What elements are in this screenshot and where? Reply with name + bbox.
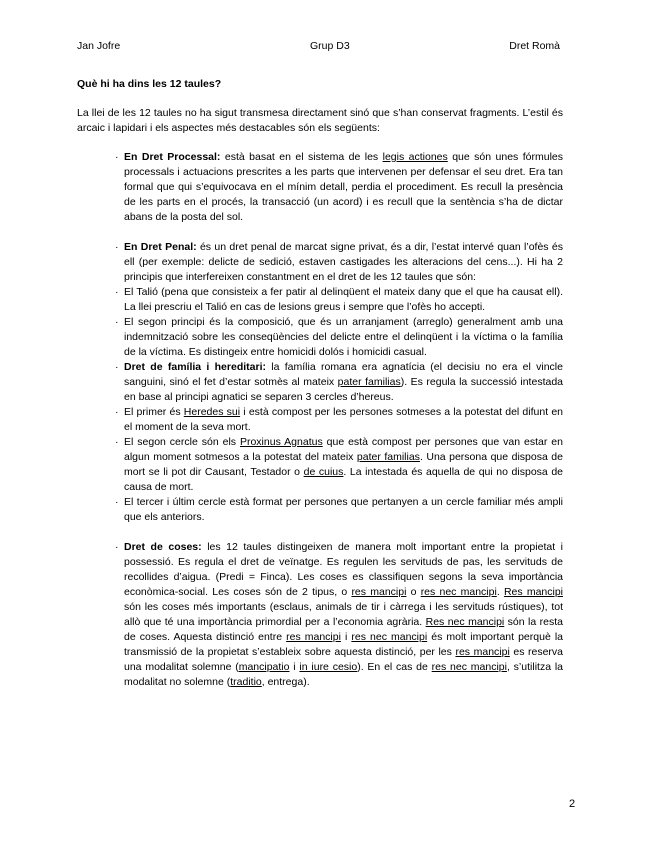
heading-dret-processal: En Dret Processal: [124, 151, 221, 163]
text-span: . [496, 586, 504, 598]
header-group: Grup D3 [310, 40, 350, 52]
text-span: són la resta de coses. Aquesta distinció entre [124, 616, 563, 643]
term-traditio: traditio [230, 676, 262, 688]
text-span: és molt important perquè la transmissió de la propietat s’estableix sobre aquesta distinció, per les [124, 631, 564, 658]
text-span: o [406, 586, 421, 598]
text-span: que està compost per persones que van estar en algun moment sotmesos a la potestat del mateix [124, 436, 563, 463]
text-span: les 12 taules distingeixen de manera molt important entre la propietat i possessió. Es regula el dret de veïnatge. Es regulen les servituds de pas, les servituds de recollides d’aigua. (Predi = Finca). Les coses es classifiquen segons la seva importància econòmica-social. Les coses són de 2 tipus, o [124, 541, 563, 598]
term-pater-familias: pater familias [337, 376, 401, 388]
text-span: la família romana era agnatícia (el decisiu no era el vincle sanguini, sinó el fet d’estar sotmès al mateix [124, 361, 563, 388]
term-pater-familias: pater familias [356, 451, 420, 463]
list-item-composicio: · El segon principi és la composició, que és un arranjament (arreglo) generalment amb una indemnització sobre les conseqüències del delicte entre el delinqüent i la víctima o la família de la víctima. Es distingeix entre homicidi dolós i homicidi casual. [115, 315, 563, 360]
page-header [77, 40, 560, 54]
header-author: Jan Jofre [77, 40, 121, 52]
term-mancipatio: mancipatio [238, 661, 290, 673]
list-item-dret-coses [115, 540, 563, 690]
text-span: ). Es regula la successió intestada en base al principi agnatici se separen 3 cercles d’hereus. [124, 376, 564, 403]
section-title: Què hi ha dins les 12 taules? [77, 78, 222, 90]
term-legis-actiones: legis actiones [382, 151, 448, 163]
term-res-mancipi: res mancipi [351, 586, 407, 598]
text-span: ). En el cas de [357, 661, 432, 673]
text-span: és un dret penal de marcat signe privat, és a dir, l’estat intervé quan l’ofès és ell (per exemple: delicte de sedició, estaven castigades les alteracions del cens...). Hi ha 2 principis que interfereixen constantment en el dret de les 12 taules que són: [124, 241, 563, 283]
list-item-segon-cercle [115, 435, 563, 495]
list-item-dret-familia [115, 360, 563, 405]
text-span: són les coses més importants (esclaus, animals de tir i càrrega i les servituds rústiques), tot allò que té una importància primordial per a l’economia agrària. [124, 601, 563, 628]
text-span: . Una persona que disposa de mort se li pot dir Causant, Testador o [124, 451, 563, 478]
term-heredes-sui: Heredes sui [183, 406, 241, 418]
list-item-dret-penal [115, 240, 563, 285]
term-res-nec-mancipi: res nec mancipi [351, 631, 428, 643]
term-res-nec-mancipi: res nec mancipi [420, 586, 497, 598]
topics-list [115, 150, 563, 690]
text-span: El segon cercle són els [124, 436, 240, 448]
page-number: 2 [569, 798, 576, 810]
spacer [115, 525, 563, 540]
text-span: , entrega). [261, 676, 310, 688]
term-res-mancipi: res mancipi [455, 646, 510, 658]
text-span: es reserva una modalitat solemne ( [124, 646, 564, 673]
text-span: i [340, 631, 352, 643]
text-span: està basat en el sistema de les [220, 151, 383, 163]
term-res-mancipi: Res mancipi [503, 586, 563, 598]
term-res-nec-mancipi: Res nec mancipi [425, 616, 505, 628]
list-item-dret-processal [115, 150, 563, 225]
text-span: , s’utilitza la modalitat no solemne ( [124, 661, 563, 688]
list-item-talio: · El Talió (pena que consisteix a fer patir al delinqüent el mateix dany que el que ha causat ell). La llei prescriu el Talió en cas de lesions greus i sempre que l’ofès ho accepti. [115, 285, 563, 315]
term-de-cuius: de cuius [303, 466, 344, 478]
intro-paragraph: La llei de les 12 taules no ha sigut transmesa directament sinó que s’han conservat fragments. L’estil és arcaic i lapidari i els aspectes més destacables són els següents: [77, 107, 563, 134]
term-res-nec-mancipi: res nec mancipi [431, 661, 507, 673]
heading-dret-penal: En Dret Penal: [124, 241, 197, 253]
heading-dret-coses: Dret de coses: [124, 541, 202, 553]
text-span: que són unes fórmules processals i actuacions prescrites a les parts que intervenen per defensar el seu dret. Era tan formal que qui s’equivocava en el mínim detall, perdia el procediment. Es recull la presència de les parts en el procés, la transacció (un acord) i es recull que la sentència s’ha de dictar abans de la posta del sol. [124, 151, 564, 223]
term-proxinus-agnatus: Proxinus Agnatus [239, 436, 323, 448]
heading-dret-familia: Dret de família i hereditari: [124, 361, 266, 373]
list-item-tercer-cercle: · El tercer i últim cercle està format per persones que pertanyen a un cercle familiar més ampli que els anteriors. [115, 495, 563, 525]
term-in-iure-cesio: in iure cesio [299, 661, 358, 673]
header-subject: Dret Romà [509, 40, 560, 52]
text-span: i [289, 661, 300, 673]
list-item-primer-cercle [115, 405, 563, 435]
spacer [115, 225, 563, 240]
text-span: . La intestada és aquella de qui no disposa de causa de mort. [124, 466, 564, 493]
text-span: i està compost per les persones sotmeses a la potestat del difunt en el moment de la seva mort. [124, 406, 563, 433]
text-span: El primer és [124, 406, 184, 418]
term-res-mancipi: res mancipi [286, 631, 341, 643]
